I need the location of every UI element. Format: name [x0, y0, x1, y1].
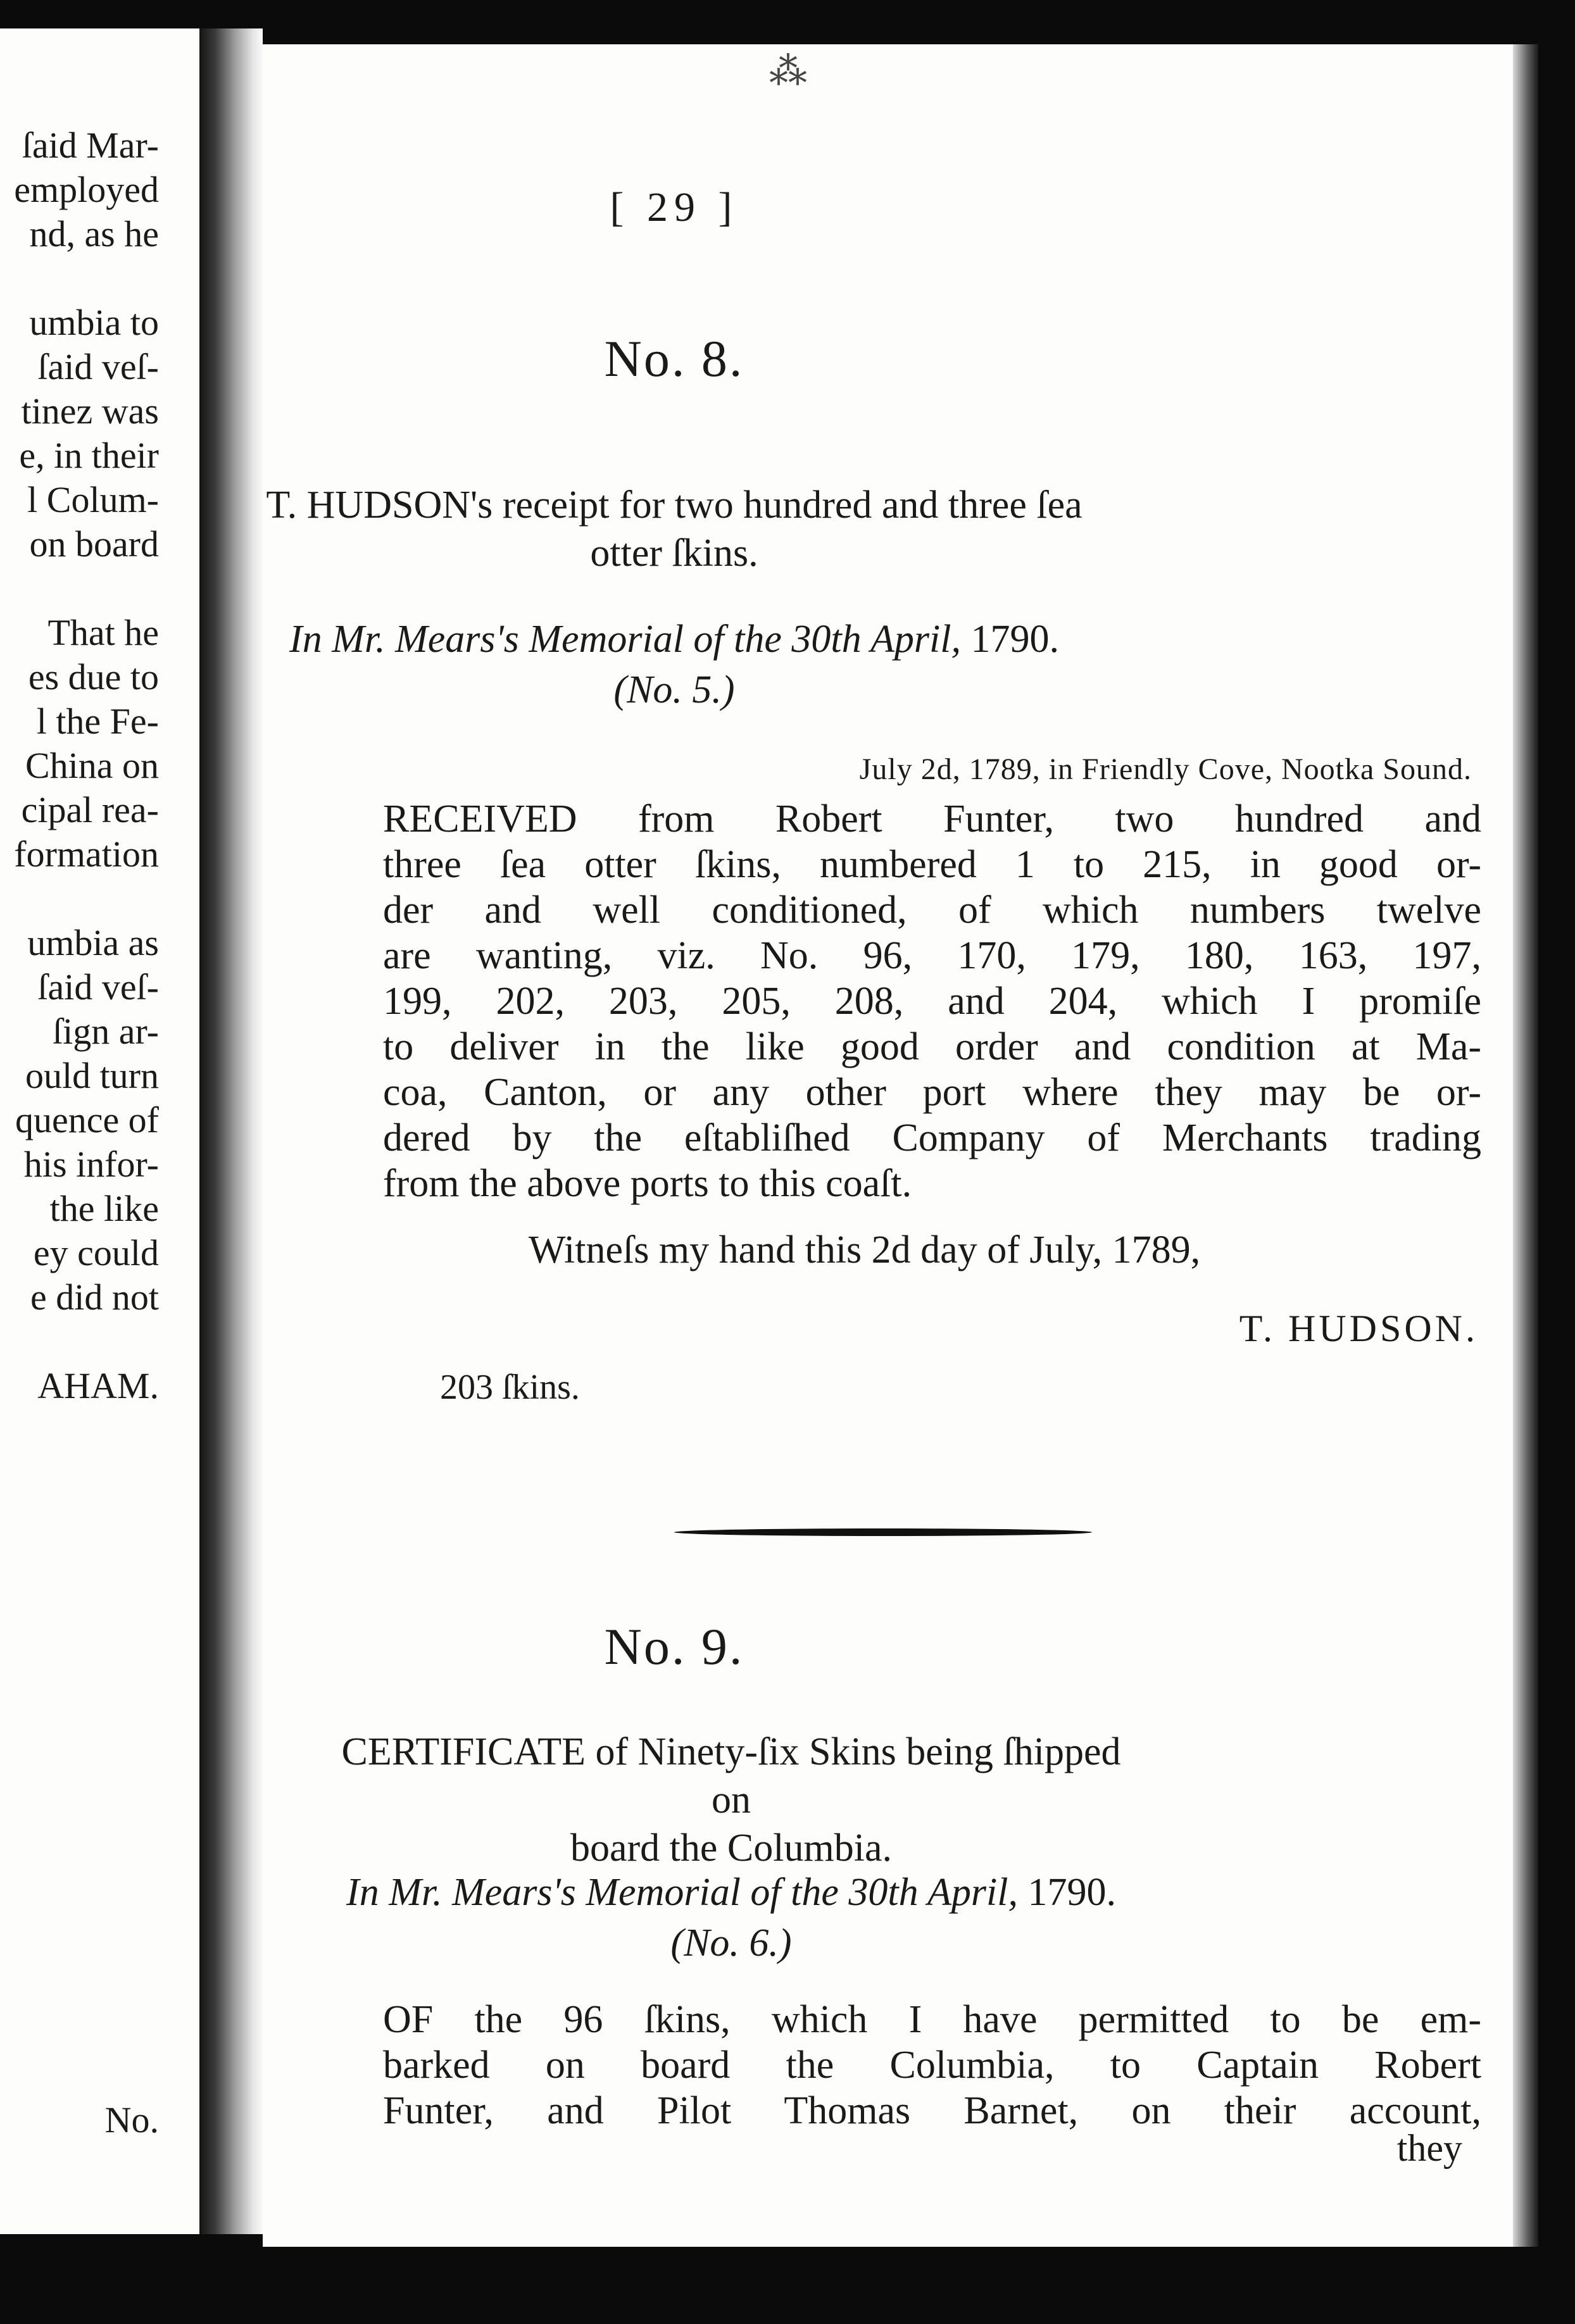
memorial-line — [320, 1867, 1143, 1918]
left-catchword: No. — [104, 2099, 159, 2140]
left-fragment-line: umbia as — [27, 922, 159, 963]
body-line: three ſea otter ſkins, numbered 1 to 215, in good or- — [383, 843, 1481, 886]
left-fragment-line: quence of — [15, 1099, 159, 1140]
left-fragment-line: ey could — [33, 1232, 159, 1273]
left-fragment-line: ſaid veſ- — [37, 346, 159, 387]
body-line: Funter, and Pilot Thomas Barnet, on their account, — [383, 2089, 1481, 2132]
certificate-body — [383, 1997, 1481, 2133]
signature: T. HUDSON. — [1239, 1308, 1478, 1349]
left-fragment-line: ould turn — [25, 1055, 159, 1096]
memorial-year: 1790. — [1027, 1871, 1116, 1914]
left-fragment-line: That he — [47, 612, 159, 653]
memorial-reference-no8 — [263, 614, 1086, 715]
book-gutter — [199, 28, 263, 2234]
body-line: RECEIVED from Robert Funter, two hundred and — [383, 797, 1481, 840]
printer-ornament: ⁂ — [769, 51, 807, 92]
section-title-no9 — [320, 1728, 1143, 1872]
body-line: from the above ports to this coaſt. — [383, 1162, 912, 1205]
left-fragment-line: AHAM. — [37, 1365, 159, 1406]
left-fragment-line: on board — [29, 523, 159, 565]
left-fragment-line: es due to — [28, 656, 159, 697]
left-fragment-line: nd, as he — [29, 213, 159, 254]
left-page — [0, 28, 199, 2234]
section-heading-no9: No. 9. — [604, 1618, 744, 1675]
memorial-text: In Mr. Mears's Memorial of the 30th April, — [289, 618, 961, 661]
section-title-no8 — [263, 481, 1086, 577]
page-edge — [1513, 44, 1538, 2247]
body-line: OF the 96 ſkins, which I have permitted to be em- — [383, 1998, 1481, 2041]
body-line: are wanting, viz. No. 96, 170, 179, 180, 163, 197, — [383, 934, 1481, 977]
body-line: to deliver in the like good order and condition at Ma- — [383, 1025, 1481, 1068]
body-line: der and well conditioned, of which numbers twelve — [383, 889, 1481, 932]
catchword: they — [1396, 2127, 1462, 2169]
left-fragment-line: ſaid Mar- — [22, 125, 159, 166]
memorial-text: In Mr. Mears's Memorial of the 30th April, — [346, 1871, 1018, 1914]
memorial-reference-no9 — [320, 1867, 1143, 1968]
section-heading-no8: No. 8. — [604, 330, 744, 387]
left-fragment-line: e, in their — [19, 435, 159, 476]
memorial-line — [263, 614, 1086, 665]
left-fragment-line: ſaid veſ- — [37, 966, 159, 1008]
left-fragment-line: the like — [49, 1188, 159, 1229]
title-line: T. HUDSON's receipt for two hundred and three ſea — [266, 484, 1082, 527]
left-fragment-line: umbia to — [29, 302, 159, 343]
page-number: [ 29 ] — [610, 184, 739, 230]
left-fragment-line: tinez was — [21, 390, 159, 432]
memorial-year: 1790. — [970, 618, 1059, 661]
body-line: dered by the eſtabliſhed Company of Merchants trading — [383, 1116, 1481, 1159]
memorial-number: (No. 6.) — [670, 1921, 792, 1965]
right-page — [263, 44, 1513, 2247]
left-fragment-line: cipal rea- — [21, 789, 159, 830]
left-fragment-line: l the Fe- — [36, 701, 159, 742]
witness-line: Witneſs my hand this 2d day of July, 1789, — [529, 1228, 1201, 1271]
left-fragment-line: his infor- — [23, 1144, 159, 1185]
body-line: barked on board the Columbia, to Captain Robert — [383, 2044, 1481, 2087]
left-fragment-line: e did not — [30, 1277, 159, 1318]
left-fragment-line: ſign ar- — [53, 1011, 159, 1052]
title-line: board the Columbia. — [570, 1827, 892, 1870]
left-fragment-line: formation — [14, 834, 159, 875]
left-fragment-line: China on — [25, 745, 159, 786]
left-fragment-line: l Colum- — [27, 479, 159, 520]
body-line: coa, Canton, or any other port where they may be or- — [383, 1071, 1481, 1114]
skins-note: 203 ſkins. — [440, 1368, 580, 1407]
left-fragment-line: employed — [14, 169, 159, 210]
memorial-number: (No. 5.) — [613, 668, 735, 711]
section-divider — [674, 1528, 1092, 1536]
receipt-dateline: July 2d, 1789, in Friendly Cove, Nootka Sound. — [859, 753, 1472, 786]
receipt-body — [383, 796, 1481, 1206]
body-line: 199, 202, 203, 205, 208, and 204, which I promiſe — [383, 980, 1481, 1023]
title-line: CERTIFICATE of Ninety-ſix Skins being ſhipped on — [341, 1730, 1121, 1821]
title-line: otter ſkins. — [590, 532, 758, 575]
